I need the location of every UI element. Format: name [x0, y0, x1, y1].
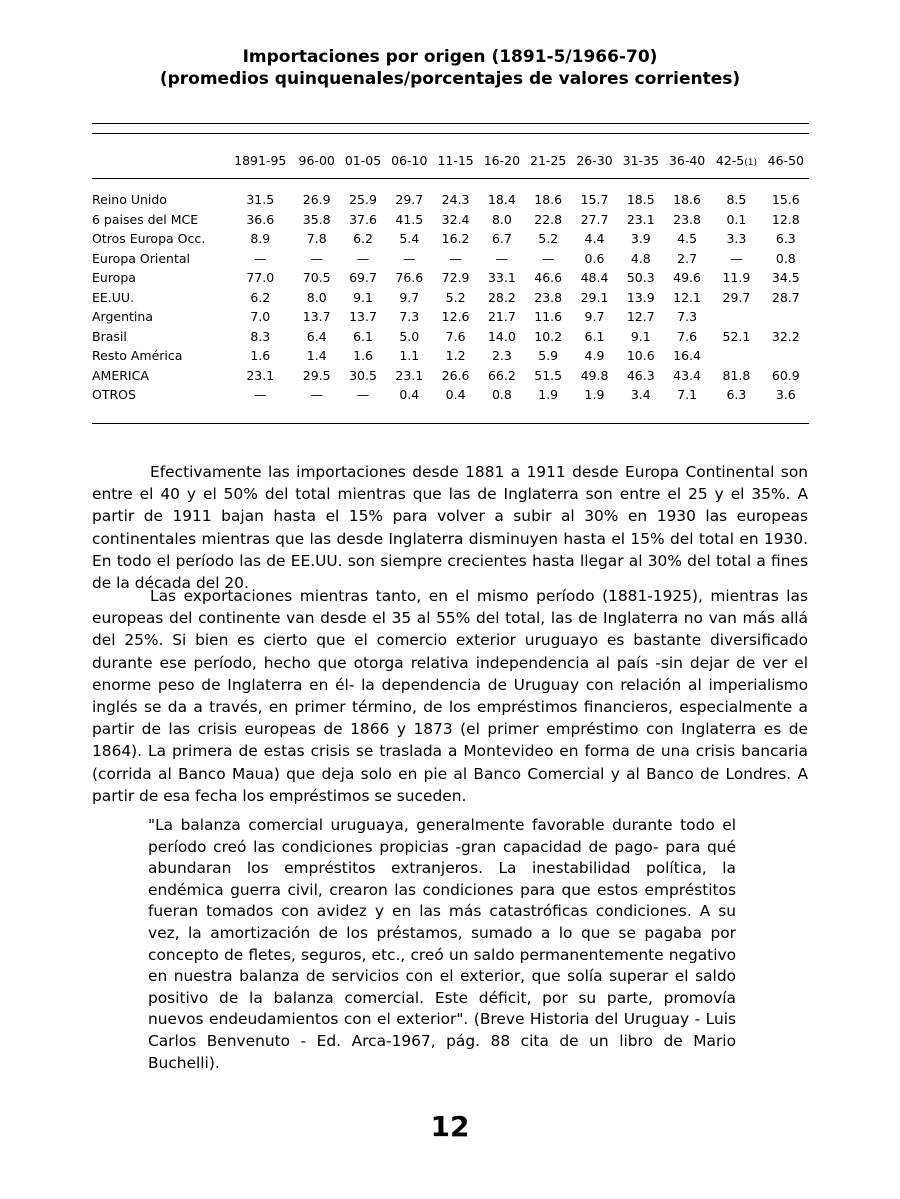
table-cell: 6.4 [306, 328, 327, 344]
table-cell: 8.0 [306, 289, 327, 305]
table-cell: 7.8 [306, 231, 327, 247]
paragraph-1: Efectivamente las importaciones desde 1881 a 1911 desde Europa Continental son entre el 40 y el 50% del total mientras que las de Inglaterra son entre el 25 y el 35%. A partir de 1911 bajan hasta el 15% para volver a subir al 30% en 1930 las europeas continentales mientras que las desde Inglaterra disminuyen hasta el 15% del total en 1930. En todo el período las de EE.UU. son siempre crecientes hasta llegar al 30% del total a fines de la década del 20. [92, 463, 808, 593]
table-cell: 7.0 [250, 309, 271, 325]
table-cell: 16.4 [673, 348, 701, 364]
row-label: Argentina [92, 309, 153, 325]
table-cell: 7.3 [399, 309, 420, 325]
table-cell: 4.5 [677, 231, 698, 247]
table-cell: 3.6 [775, 387, 796, 403]
table-cell: 21.7 [487, 309, 516, 325]
column-header-text: 42-5 [715, 152, 745, 168]
table-cell: — [403, 250, 416, 266]
table-cell: 0.1 [726, 211, 747, 227]
table-cell: 69.7 [349, 270, 377, 286]
table-cell [763, 346, 809, 366]
table-row [92, 385, 809, 405]
table-cell: 48.4 [580, 270, 609, 286]
table-cell: 7.1 [677, 387, 698, 403]
table-cell: — [254, 387, 267, 403]
table-cell: — [254, 250, 267, 266]
table-cell: 3.9 [630, 231, 651, 247]
row-label: EE.UU. [92, 289, 135, 305]
imports-table [92, 146, 809, 405]
table-cell: 12.8 [771, 211, 800, 227]
table-cell: 3.3 [726, 231, 747, 247]
table-cell: 5.9 [538, 348, 559, 364]
table-cell: 6.3 [775, 231, 796, 247]
table-cell: 6.7 [491, 231, 512, 247]
table-cell: 1.4 [306, 348, 327, 364]
table-cell: 43.4 [673, 367, 701, 383]
table-cell: 5.4 [399, 231, 420, 247]
table-cell: 49.8 [580, 367, 609, 383]
table-cell: 70.5 [302, 270, 331, 286]
table-row [92, 346, 809, 366]
table-cell: 12.7 [626, 309, 655, 325]
table-cell: 28.2 [487, 289, 516, 305]
table-title: Importaciones por origen (1891-5/1966-70) [242, 47, 658, 67]
table-cell: 6.2 [250, 289, 271, 305]
table-cell: 5.0 [399, 328, 420, 344]
table-cell: 6.3 [726, 387, 747, 403]
table-cell: 23.1 [246, 367, 275, 383]
column-header: 16-20 [483, 152, 521, 168]
table-cell: 10.6 [626, 348, 655, 364]
column-header: 06-10 [391, 152, 428, 168]
table-row [92, 288, 809, 308]
column-header: 96-00 [298, 152, 335, 168]
table-cell: 41.5 [395, 211, 424, 227]
table-cell: — [449, 250, 462, 266]
column-header: 46-50 [767, 152, 804, 168]
table-cell: 10.2 [534, 328, 563, 344]
table-cell: 1.9 [584, 387, 605, 403]
table-cell: 22.8 [534, 211, 563, 227]
row-label: Reino Unido [92, 192, 167, 208]
table-cell: 2.7 [677, 250, 698, 266]
table-cell: 28.7 [771, 289, 800, 305]
table-cell: 81.8 [722, 367, 751, 383]
table-cell: — [356, 250, 370, 266]
table-cell: 1.9 [538, 387, 559, 403]
table-cell: 29.7 [395, 192, 424, 208]
column-header: 31-35 [622, 152, 659, 168]
table-cell: 50.3 [626, 270, 655, 286]
table-cell: 46.6 [534, 270, 563, 286]
table-cell [710, 346, 762, 366]
table-bottom-rule [92, 423, 809, 424]
table-cell: 0.4 [445, 387, 466, 403]
table-cell: 49.6 [673, 270, 701, 286]
table-cell: 76.6 [395, 270, 424, 286]
table-cell: 32.2 [771, 328, 800, 344]
table-cell: — [310, 387, 323, 403]
page-number: 12 [430, 1110, 470, 1143]
table-cell: 35.8 [302, 211, 331, 227]
table-cell: 0.4 [399, 387, 420, 403]
table-cell: 13.7 [302, 309, 331, 325]
table-cell: 4.4 [584, 231, 605, 247]
table-row [92, 249, 809, 269]
row-label: AMERICA [92, 367, 149, 383]
table-cell: 9.1 [353, 289, 373, 305]
table-cell: 14.0 [487, 328, 516, 344]
table-cell: 18.6 [673, 192, 701, 208]
table-cell: 0.8 [491, 387, 512, 403]
table-cell: 60.9 [771, 367, 800, 383]
table-row [92, 190, 809, 210]
table-cell: 1.6 [353, 348, 373, 364]
table-cell: 12.1 [673, 289, 701, 305]
column-header: 01-05 [344, 152, 382, 168]
row-label: Otros Europa Occ. [92, 231, 206, 247]
table-cell: 9.7 [584, 309, 605, 325]
footnote-marker: (1) [744, 157, 757, 168]
table-cell: 1.1 [399, 348, 420, 364]
table-spacer [92, 174, 809, 190]
table-cell: — [310, 250, 323, 266]
table-cell: 46.3 [626, 367, 655, 383]
table-row [92, 268, 809, 288]
table-cell: 31.5 [246, 192, 275, 208]
table-cell: 7.3 [677, 309, 698, 325]
table-cell: 3.4 [630, 387, 651, 403]
table-cell: 0.6 [584, 250, 605, 266]
quote-block: "La balanza comercial uruguaya, generalmente favorable durante todo el período creó las condiciones propicias -gran capacidad de pago- para qué abundaran los empréstitos extranjeros. La inestabilidad política, la endémica guerra civil, crearon las condiciones para que estos empréstitos fueran tomados con avidez y en las más catastróficas condiciones. A su vez, la amortización de los préstamos, sumado a lo que se pagaba por concepto de fletes, seguros, etc., creó un saldo permanentemente negativo en nuestra balanza de servicios con el exterior, que solía superar el saldo positivo de la balanza comercial. Este déficit, por su parte, promovía nuevos endeudamientos con el exterior". (Breve Historia del Uruguay - Luis Carlos Benvenuto - Ed. Arca-1967, pág. 88 cita de un libro de Mario Buchelli). [148, 816, 736, 1072]
table-cell: 72.9 [441, 270, 470, 286]
label-column-header [92, 146, 227, 174]
table-cell: 51.5 [534, 367, 563, 383]
spacer-cell [92, 174, 809, 190]
column-header: 21-25 [530, 152, 567, 168]
table-cell: 77.0 [246, 270, 275, 286]
table-cell: 23.1 [626, 211, 655, 227]
table-cell: 27.7 [580, 211, 609, 227]
table-cell: — [495, 250, 509, 266]
table-cell: — [356, 387, 370, 403]
table-cell: 23.1 [395, 367, 424, 383]
table-cell: 6.1 [353, 328, 373, 344]
table-cell: — [730, 250, 743, 266]
table-cell: 36.6 [246, 211, 275, 227]
table-cell: 4.8 [630, 250, 651, 266]
row-label: Brasil [92, 328, 127, 344]
column-header [710, 146, 762, 174]
table-cell: 18.4 [487, 192, 516, 208]
table-cell: 5.2 [445, 289, 466, 305]
table-cell: 4.9 [584, 348, 605, 364]
table-cell: 6.2 [353, 231, 373, 247]
table-subtitle: (promedios quinquenales/porcentajes de valores corrientes) [159, 69, 741, 89]
table-cell: — [541, 250, 555, 266]
column-header: 36-40 [668, 152, 706, 168]
table-cell: 13.7 [349, 309, 377, 325]
table-cell: 11.9 [722, 270, 751, 286]
table-cell: 5.2 [538, 231, 559, 247]
table-cell: 34.5 [771, 270, 800, 286]
table-cell: 8.3 [250, 328, 271, 344]
table-cell: 24.3 [441, 192, 470, 208]
table-cell: 29.5 [302, 367, 331, 383]
table-cell: 11.6 [534, 309, 563, 325]
table-cell: 23.8 [534, 289, 563, 305]
table-cell: 30.5 [349, 367, 377, 383]
table-cell: 0.8 [775, 250, 796, 266]
table-row [92, 307, 809, 327]
table-top-rule-2 [92, 133, 809, 134]
table-cell: 29.1 [580, 289, 609, 305]
table-row [92, 229, 809, 249]
table-cell: 9.7 [399, 289, 420, 305]
table-cell: 32.4 [441, 211, 470, 227]
table-cell: 9.1 [630, 328, 651, 344]
table-cell: 52.1 [722, 328, 751, 344]
paragraph-2: Las exportaciones mientras tanto, en el mismo período (1881-1925), mientras las europeas del continente van desde el 35 al 55% del total, las de Inglaterra no van más allá del 25%. Si bien es cierto que el comercio exterior uruguayo es bastante diversificado durante ese período, hecho que otorga relativa independencia al país -sin dejar de ver el enorme peso de Inglaterra en él- la dependencia de Uruguay con relación al imperialismo inglés se da a través, en primer término, de los empréstimos financieros, especialmente a partir de las crisis europeas de 1866 y 1873 (el primer empréstimo con Inglaterra es de 1864). La primera de estas crisis se traslada a Montevideo en forma de una crisis bancaria (corrida al Banco Maua) que deja solo en pie al Banco Comercial y al Banco de Londres. A partir de esa fecha los empréstimos se suceden. [92, 587, 808, 805]
table-cell: 7.6 [677, 328, 698, 344]
column-header: 1891-95 [234, 152, 287, 168]
table-cell: 26.6 [441, 367, 470, 383]
table-cell [710, 307, 762, 327]
table-cell: 66.2 [487, 367, 516, 383]
table-cell: 16.2 [441, 231, 470, 247]
table-cell: 18.5 [626, 192, 655, 208]
table-cell [763, 307, 809, 327]
table-cell: 15.7 [580, 192, 609, 208]
table-cell: 29.7 [722, 289, 751, 305]
column-header: 26-30 [576, 152, 613, 168]
table-cell: 33.1 [487, 270, 516, 286]
table-cell: 1.6 [250, 348, 271, 364]
table-cell: 2.3 [491, 348, 512, 364]
table-cell: 15.6 [771, 192, 800, 208]
row-label: Europa [92, 270, 136, 286]
table-cell: 26.9 [302, 192, 331, 208]
table-row [92, 327, 809, 347]
row-label: 6 paises del MCE [92, 211, 199, 227]
table-cell: 23.8 [673, 211, 701, 227]
table-cell: 8.9 [250, 231, 271, 247]
table-row [92, 210, 809, 230]
table-cell: 37.6 [349, 211, 377, 227]
table-cell: 25.9 [349, 192, 377, 208]
table-row [92, 366, 809, 386]
table-cell: 6.1 [584, 328, 605, 344]
row-label: Europa Oriental [92, 250, 190, 266]
table-cell: 7.6 [445, 328, 466, 344]
table-top-rule [92, 123, 809, 124]
table-cell: 1.2 [445, 348, 466, 364]
table-cell: 8.0 [491, 211, 512, 227]
row-label: Resto América [92, 348, 183, 364]
table-cell: 13.9 [626, 289, 655, 305]
column-header: 11-15 [437, 152, 474, 168]
table-cell: 18.6 [534, 192, 563, 208]
row-label: OTROS [92, 387, 136, 403]
table-cell: 12.6 [441, 309, 470, 325]
table-header-row [92, 146, 809, 174]
table-cell: 8.5 [726, 192, 747, 208]
